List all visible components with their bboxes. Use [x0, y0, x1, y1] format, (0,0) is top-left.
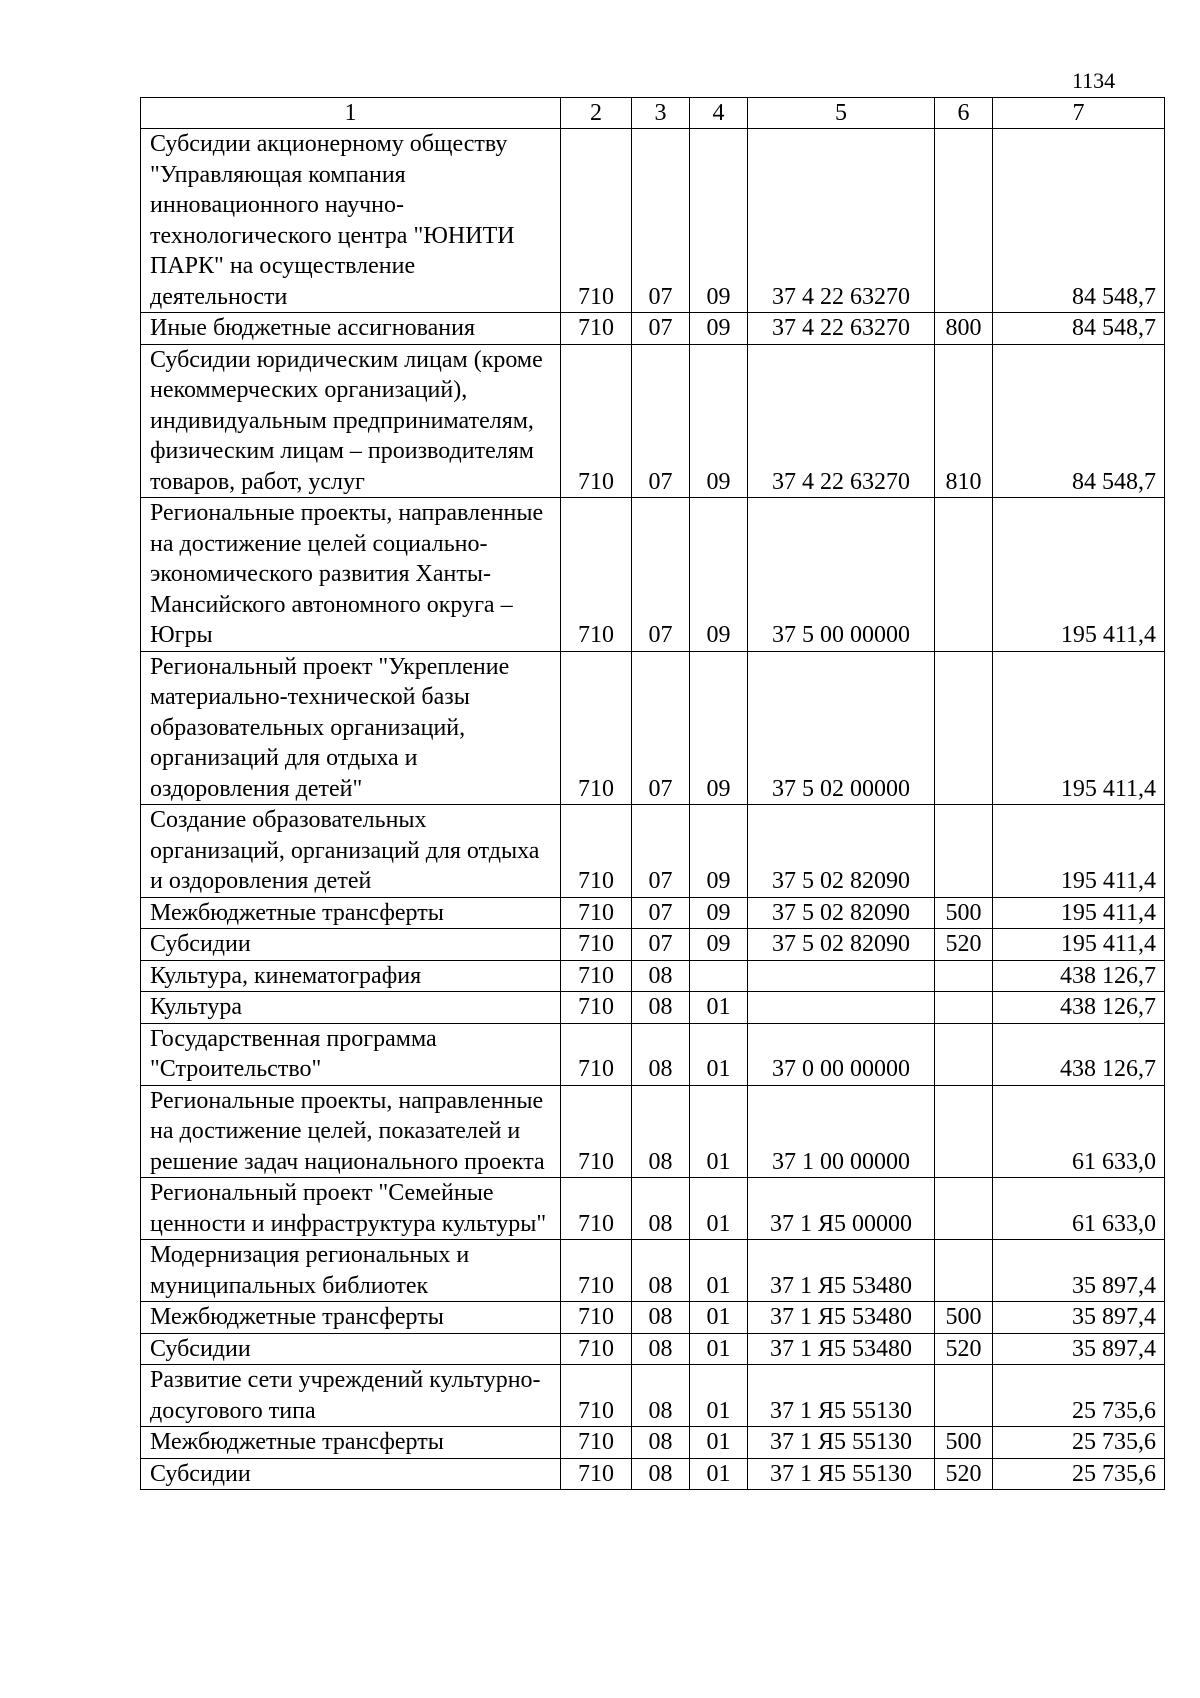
- subsection-code-cell: 09: [690, 929, 748, 961]
- subsection-code-cell: 09: [690, 897, 748, 929]
- ministry-code-cell: 710: [561, 1333, 632, 1365]
- expense-type-code-cell: 500: [935, 897, 993, 929]
- expense-type-code-cell: [935, 1365, 993, 1427]
- expense-type-code-cell: [935, 129, 993, 313]
- subsection-code-cell: 01: [690, 1427, 748, 1459]
- subsection-code-cell: 01: [690, 992, 748, 1024]
- target-item-code-cell: 37 5 02 00000: [748, 651, 935, 805]
- table-row: [141, 1458, 1165, 1490]
- section-code-cell: 08: [632, 1333, 690, 1365]
- header-cell: 7: [993, 98, 1165, 129]
- expense-type-code-cell: [935, 1240, 993, 1302]
- table-row: [141, 960, 1165, 992]
- section-code-cell: 08: [632, 960, 690, 992]
- section-code-cell: 08: [632, 992, 690, 1024]
- ministry-code-cell: 710: [561, 1302, 632, 1334]
- expense-type-code-cell: [935, 1085, 993, 1178]
- ministry-code-cell: 710: [561, 1365, 632, 1427]
- item-name-cell: Субсидии: [141, 1458, 561, 1490]
- target-item-code-cell: 37 5 02 82090: [748, 897, 935, 929]
- subsection-code-cell: 09: [690, 498, 748, 652]
- header-cell: 6: [935, 98, 993, 129]
- target-item-code-cell: 37 1 Я5 55130: [748, 1365, 935, 1427]
- item-name-cell: Развитие сети учреждений культурно-досугового типа: [141, 1365, 561, 1427]
- subsection-code-cell: 01: [690, 1302, 748, 1334]
- section-code-cell: 07: [632, 805, 690, 898]
- header-cell: 1: [141, 98, 561, 129]
- header-row: [141, 98, 1165, 129]
- subsection-code-cell: 01: [690, 1240, 748, 1302]
- item-name-cell: Культура, кинематография: [141, 960, 561, 992]
- target-item-code-cell: 37 0 00 00000: [748, 1023, 935, 1085]
- header-cell: 2: [561, 98, 632, 129]
- expense-type-code-cell: 500: [935, 1302, 993, 1334]
- subsection-code-cell: 09: [690, 805, 748, 898]
- section-code-cell: 08: [632, 1085, 690, 1178]
- section-code-cell: 08: [632, 1427, 690, 1459]
- item-name-cell: Межбюджетные трансферты: [141, 897, 561, 929]
- header-cell: 5: [748, 98, 935, 129]
- item-name-cell: Субсидии юридическим лицам (кроме некоммерческих организаций), индивидуальным предпринимателям, физическим лицам – производителям товаров, работ, услуг: [141, 344, 561, 498]
- table-row: [141, 805, 1165, 898]
- ministry-code-cell: 710: [561, 1240, 632, 1302]
- item-name-cell: Модернизация региональных и муниципальных библиотек: [141, 1240, 561, 1302]
- item-name-cell: Региональный проект "Семейные ценности и инфраструктура культуры": [141, 1178, 561, 1240]
- target-item-code-cell: 37 4 22 63270: [748, 129, 935, 313]
- amount-cell: 84 548,7: [993, 344, 1165, 498]
- target-item-code-cell: 37 1 Я5 55130: [748, 1458, 935, 1490]
- table-row: [141, 498, 1165, 652]
- table-row: [141, 1240, 1165, 1302]
- section-code-cell: 08: [632, 1178, 690, 1240]
- expense-type-code-cell: 520: [935, 929, 993, 961]
- amount-cell: 84 548,7: [993, 313, 1165, 345]
- amount-cell: 195 411,4: [993, 897, 1165, 929]
- section-code-cell: 08: [632, 1023, 690, 1085]
- item-name-cell: Региональный проект "Укрепление материально-технической базы образовательных организаций, организаций для отдыха и оздоровления детей": [141, 651, 561, 805]
- table-row: [141, 1302, 1165, 1334]
- item-name-cell: Создание образовательных организаций, организаций для отдыха и оздоровления детей: [141, 805, 561, 898]
- target-item-code-cell: 37 4 22 63270: [748, 313, 935, 345]
- target-item-code-cell: 37 5 00 00000: [748, 498, 935, 652]
- subsection-code-cell: 01: [690, 1333, 748, 1365]
- target-item-code-cell: 37 1 Я5 00000: [748, 1178, 935, 1240]
- target-item-code-cell: [748, 992, 935, 1024]
- table-body: [141, 129, 1165, 1490]
- ministry-code-cell: 710: [561, 929, 632, 961]
- expense-type-code-cell: 500: [935, 1427, 993, 1459]
- table-row: [141, 1427, 1165, 1459]
- target-item-code-cell: 37 1 Я5 53480: [748, 1240, 935, 1302]
- amount-cell: 61 633,0: [993, 1178, 1165, 1240]
- expense-type-code-cell: [935, 651, 993, 805]
- target-item-code-cell: [748, 960, 935, 992]
- expense-type-code-cell: 810: [935, 344, 993, 498]
- section-code-cell: 08: [632, 1365, 690, 1427]
- ministry-code-cell: 710: [561, 960, 632, 992]
- item-name-cell: Региональные проекты, направленные на достижение целей социально-экономического развития Ханты-Мансийского автономного округа – Югры: [141, 498, 561, 652]
- ministry-code-cell: 710: [561, 129, 632, 313]
- amount-cell: 438 126,7: [993, 992, 1165, 1024]
- amount-cell: 61 633,0: [993, 1085, 1165, 1178]
- ministry-code-cell: 710: [561, 897, 632, 929]
- table-row: [141, 929, 1165, 961]
- ministry-code-cell: 710: [561, 805, 632, 898]
- table-row: [141, 1023, 1165, 1085]
- target-item-code-cell: 37 1 Я5 53480: [748, 1302, 935, 1334]
- subsection-code-cell: 01: [690, 1178, 748, 1240]
- subsection-code-cell: 09: [690, 344, 748, 498]
- amount-cell: 195 411,4: [993, 805, 1165, 898]
- section-code-cell: 07: [632, 313, 690, 345]
- expense-type-code-cell: 520: [935, 1458, 993, 1490]
- amount-cell: 35 897,4: [993, 1333, 1165, 1365]
- item-name-cell: Субсидии: [141, 1333, 561, 1365]
- item-name-cell: Межбюджетные трансферты: [141, 1302, 561, 1334]
- table-row: [141, 344, 1165, 498]
- ministry-code-cell: 710: [561, 651, 632, 805]
- ministry-code-cell: 710: [561, 1427, 632, 1459]
- amount-cell: 195 411,4: [993, 498, 1165, 652]
- subsection-code-cell: 01: [690, 1365, 748, 1427]
- page-number: 1134: [1072, 68, 1116, 93]
- table-row: [141, 1333, 1165, 1365]
- expense-type-code-cell: [935, 992, 993, 1024]
- subsection-code-cell: 01: [690, 1458, 748, 1490]
- subsection-code-cell: 09: [690, 129, 748, 313]
- item-name-cell: Иные бюджетные ассигнования: [141, 313, 561, 345]
- header-cell: 4: [690, 98, 748, 129]
- amount-cell: 195 411,4: [993, 929, 1165, 961]
- expense-type-code-cell: 800: [935, 313, 993, 345]
- section-code-cell: 07: [632, 498, 690, 652]
- ministry-code-cell: 710: [561, 1178, 632, 1240]
- target-item-code-cell: 37 1 Я5 55130: [748, 1427, 935, 1459]
- subsection-code-cell: 01: [690, 1023, 748, 1085]
- expense-type-code-cell: [935, 498, 993, 652]
- table-row: [141, 313, 1165, 345]
- item-name-cell: Государственная программа "Строительство": [141, 1023, 561, 1085]
- amount-cell: 438 126,7: [993, 1023, 1165, 1085]
- table-row: [141, 129, 1165, 313]
- amount-cell: 195 411,4: [993, 651, 1165, 805]
- target-item-code-cell: 37 5 02 82090: [748, 929, 935, 961]
- ministry-code-cell: 710: [561, 992, 632, 1024]
- item-name-cell: Субсидии акционерному обществу "Управляющая компания инновационного научно-технологического центра "ЮНИТИ ПАРК" на осуществление деятельности: [141, 129, 561, 313]
- expense-type-code-cell: [935, 805, 993, 898]
- table-header: [141, 98, 1165, 129]
- table-row: [141, 897, 1165, 929]
- ministry-code-cell: 710: [561, 1458, 632, 1490]
- ministry-code-cell: 710: [561, 1023, 632, 1085]
- expense-type-code-cell: [935, 1023, 993, 1085]
- table-row: [141, 1365, 1165, 1427]
- target-item-code-cell: 37 1 00 00000: [748, 1085, 935, 1178]
- target-item-code-cell: 37 5 02 82090: [748, 805, 935, 898]
- section-code-cell: 08: [632, 1458, 690, 1490]
- section-code-cell: 08: [632, 1240, 690, 1302]
- amount-cell: 25 735,6: [993, 1458, 1165, 1490]
- amount-cell: 35 897,4: [993, 1240, 1165, 1302]
- section-code-cell: 07: [632, 129, 690, 313]
- amount-cell: 35 897,4: [993, 1302, 1165, 1334]
- table-row: [141, 1178, 1165, 1240]
- item-name-cell: Региональные проекты, направленные на достижение целей, показателей и решение задач национального проекта: [141, 1085, 561, 1178]
- item-name-cell: Культура: [141, 992, 561, 1024]
- subsection-code-cell: [690, 960, 748, 992]
- section-code-cell: 07: [632, 929, 690, 961]
- ministry-code-cell: 710: [561, 313, 632, 345]
- section-code-cell: 07: [632, 651, 690, 805]
- ministry-code-cell: 710: [561, 344, 632, 498]
- item-name-cell: Межбюджетные трансферты: [141, 1427, 561, 1459]
- subsection-code-cell: 01: [690, 1085, 748, 1178]
- expense-type-code-cell: 520: [935, 1333, 993, 1365]
- subsection-code-cell: 09: [690, 313, 748, 345]
- table-row: [141, 992, 1165, 1024]
- section-code-cell: 08: [632, 1302, 690, 1334]
- expense-type-code-cell: [935, 1178, 993, 1240]
- amount-cell: 25 735,6: [993, 1365, 1165, 1427]
- target-item-code-cell: 37 4 22 63270: [748, 344, 935, 498]
- amount-cell: 438 126,7: [993, 960, 1165, 992]
- header-cell: 3: [632, 98, 690, 129]
- table-row: [141, 651, 1165, 805]
- ministry-code-cell: 710: [561, 498, 632, 652]
- section-code-cell: 07: [632, 897, 690, 929]
- ministry-code-cell: 710: [561, 1085, 632, 1178]
- target-item-code-cell: 37 1 Я5 53480: [748, 1333, 935, 1365]
- section-code-cell: 07: [632, 344, 690, 498]
- item-name-cell: Субсидии: [141, 929, 561, 961]
- budget-table: [140, 97, 1165, 1490]
- amount-cell: 84 548,7: [993, 129, 1165, 313]
- expense-type-code-cell: [935, 960, 993, 992]
- table-row: [141, 1085, 1165, 1178]
- amount-cell: 25 735,6: [993, 1427, 1165, 1459]
- subsection-code-cell: 09: [690, 651, 748, 805]
